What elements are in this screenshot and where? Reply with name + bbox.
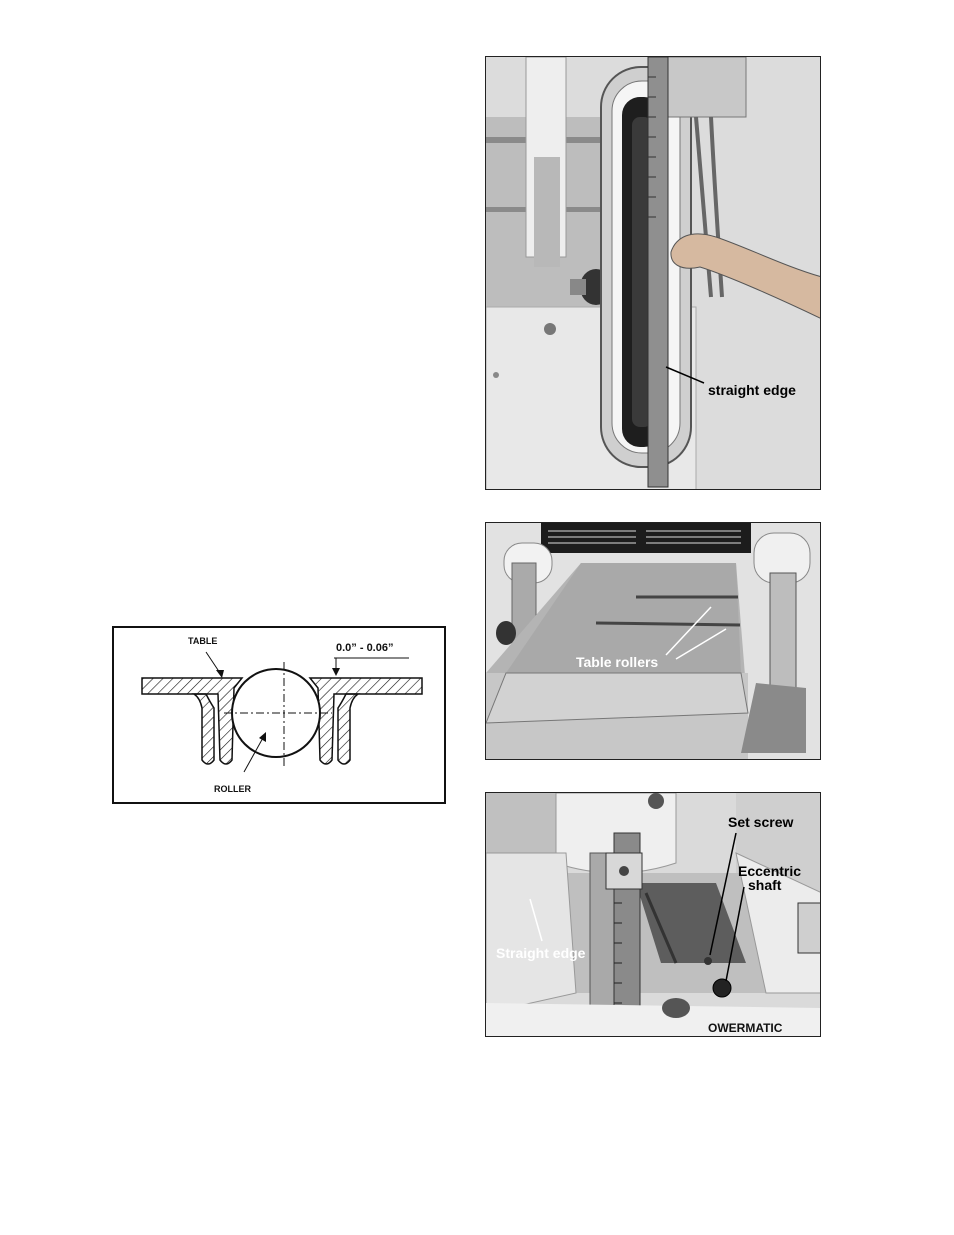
cross-section-drawing — [114, 628, 444, 802]
rollers-photo-illustration — [486, 523, 821, 760]
straight-edge-callout: Straight edge — [496, 945, 586, 961]
gap-dimension-label: 0.0” - 0.06” — [336, 642, 394, 654]
photo-eccentric-shaft — [485, 792, 821, 1037]
photo-belt-straight-edge — [485, 56, 821, 490]
straight-edge-callout: straight edge — [708, 382, 796, 398]
belt-photo-illustration — [486, 57, 821, 490]
roller-cross-section-diagram — [112, 626, 446, 804]
roller-label: ROLLER — [214, 784, 251, 794]
eccentric-shaft-callout-line1: Eccentric — [738, 863, 802, 879]
table-label: TABLE — [188, 636, 218, 646]
set-screw-callout: Set screw — [728, 814, 794, 830]
table-rollers-callout: Table rollers — [576, 654, 659, 670]
brand-fragment: OWERMATIC — [708, 1021, 783, 1035]
eccentric-shaft-callout-line2: shaft — [748, 877, 782, 893]
photo-table-rollers — [485, 522, 821, 760]
